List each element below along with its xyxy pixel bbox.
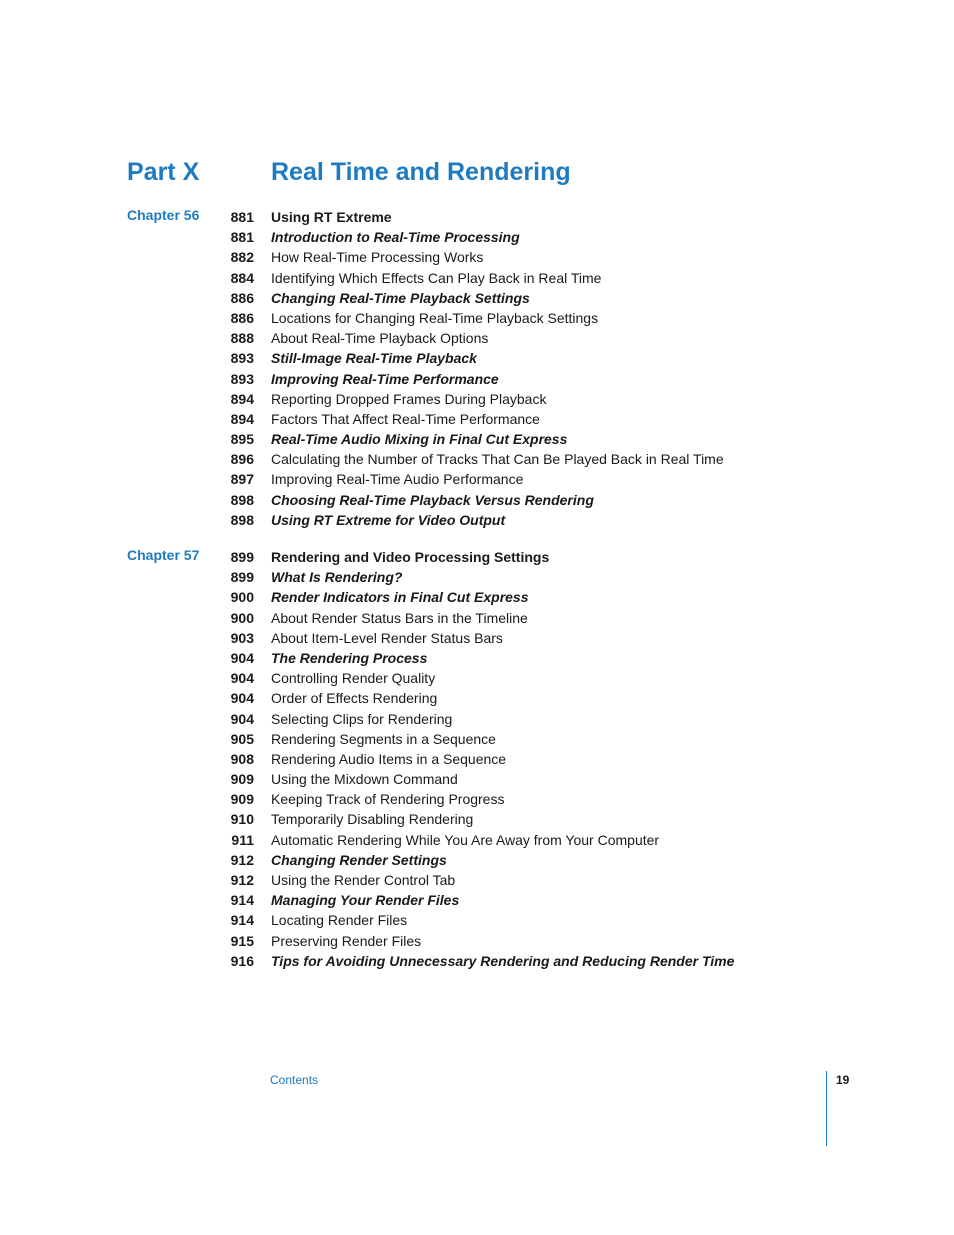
toc-page-number: 904 <box>230 710 254 727</box>
toc-entry[interactable] <box>0 389 954 409</box>
toc-entry-title: Order of Effects Rendering <box>271 690 438 707</box>
toc-page-number: 898 <box>230 491 254 508</box>
toc-page-number: 916 <box>230 952 254 969</box>
toc-entry[interactable] <box>0 510 954 530</box>
toc-page-number: 910 <box>230 811 254 828</box>
toc-list <box>0 207 954 530</box>
toc-entry[interactable] <box>0 449 954 469</box>
toc-entry-title: Using RT Extreme <box>271 209 392 225</box>
toc-list <box>0 547 954 971</box>
toc-entry[interactable] <box>0 227 954 247</box>
toc-page-number: 909 <box>230 791 254 808</box>
toc-page-number: 899 <box>230 549 254 565</box>
toc-entry[interactable] <box>0 547 954 567</box>
toc-entry[interactable] <box>0 809 954 829</box>
toc-entry-title: Render Indicators in Final Cut Express <box>271 589 529 606</box>
toc-entry-title: Real-Time Audio Mixing in Final Cut Express <box>271 431 568 448</box>
toc-entry[interactable] <box>0 850 954 870</box>
toc-entry[interactable] <box>0 207 954 227</box>
toc-page-number: 912 <box>230 851 254 868</box>
toc-entry[interactable] <box>0 268 954 288</box>
toc-page-number: 884 <box>230 269 254 286</box>
toc-entry[interactable] <box>0 308 954 328</box>
toc-entry[interactable] <box>0 328 954 348</box>
toc-page-number: 911 <box>231 831 254 848</box>
toc-entry[interactable] <box>0 951 954 971</box>
toc-entry-title: Locating Render Files <box>271 912 408 929</box>
toc-entry[interactable] <box>0 369 954 389</box>
toc-entry[interactable] <box>0 769 954 789</box>
toc-entry-title: Introduction to Real-Time Processing <box>271 229 520 246</box>
toc-entry[interactable] <box>0 648 954 668</box>
toc-page-number: 897 <box>230 471 254 488</box>
toc-entry-title: Preserving Render Files <box>271 932 422 949</box>
toc-entry[interactable] <box>0 490 954 510</box>
toc-entry-title: Improving Real-Time Audio Performance <box>271 471 524 488</box>
toc-entry[interactable] <box>0 789 954 809</box>
toc-page-number: 881 <box>230 209 254 225</box>
toc-entry-title: Tips for Avoiding Unnecessary Rendering and Reducing Render Time <box>271 952 735 969</box>
toc-entry-title: Improving Real-Time Performance <box>271 370 499 387</box>
footer-section-label[interactable]: Contents <box>270 1073 319 1087</box>
toc-entry[interactable] <box>0 247 954 267</box>
toc-entry[interactable] <box>0 688 954 708</box>
toc-entry[interactable] <box>0 668 954 688</box>
toc-entry[interactable] <box>0 469 954 489</box>
toc-entry-title: Rendering Segments in a Sequence <box>271 730 496 747</box>
toc-entry-title: About Render Status Bars in the Timeline <box>271 609 528 626</box>
toc-entry[interactable] <box>0 587 954 607</box>
toc-entry[interactable] <box>0 348 954 368</box>
toc-page-number: 886 <box>230 289 254 306</box>
toc-page-number: 893 <box>230 370 254 387</box>
toc-entry[interactable] <box>0 890 954 910</box>
toc-page-number: 905 <box>230 730 254 747</box>
toc-entry[interactable] <box>0 288 954 308</box>
toc-page-number: 899 <box>230 569 254 586</box>
toc-page-number: 896 <box>230 451 254 468</box>
part-label: Part X <box>127 158 200 186</box>
toc-entry[interactable] <box>0 567 954 587</box>
toc-entry-title: About Real-Time Playback Options <box>271 330 489 347</box>
toc-page-number: 912 <box>230 872 254 888</box>
chapter-label: Chapter 57 <box>127 547 200 563</box>
toc-entry-title: Factors That Affect Real-Time Performance <box>271 410 540 427</box>
toc-page-number: 900 <box>230 589 254 606</box>
toc-page-number: 888 <box>230 330 254 347</box>
toc-entry-title: About Item-Level Render Status Bars <box>271 629 503 646</box>
toc-page-number: 895 <box>230 431 254 448</box>
toc-entry-title: What Is Rendering? <box>271 569 403 586</box>
part-header <box>127 158 887 198</box>
toc-page-number: 904 <box>230 690 254 707</box>
toc-entry-title: Temporarily Disabling Rendering <box>271 811 474 828</box>
toc-page-number: 898 <box>230 511 254 528</box>
toc-entry-title: Rendering and Video Processing Settings <box>271 549 550 565</box>
toc-entry[interactable] <box>0 409 954 429</box>
toc-entry-title: Identifying Which Effects Can Play Back in Real Time <box>271 269 602 286</box>
toc-entry[interactable] <box>0 931 954 951</box>
chapter-56-section <box>0 207 954 530</box>
toc-entry-title: Reporting Dropped Frames During Playback <box>271 390 547 407</box>
toc-page-number: 908 <box>230 750 254 767</box>
toc-page-number: 914 <box>230 912 254 929</box>
toc-entry[interactable] <box>0 628 954 648</box>
toc-page-number: 881 <box>230 229 254 246</box>
toc-entry-title: Changing Real-Time Playback Settings <box>271 289 530 306</box>
toc-entry[interactable] <box>0 870 954 890</box>
toc-entry-title: Managing Your Render Files <box>271 892 460 909</box>
footer-divider <box>826 1071 827 1146</box>
toc-page-number: 882 <box>230 249 254 266</box>
part-title: Real Time and Rendering <box>271 158 571 186</box>
toc-entry-title: How Real-Time Processing Works <box>271 249 484 266</box>
toc-page-number: 886 <box>230 309 254 326</box>
toc-entry[interactable] <box>0 608 954 628</box>
toc-page-number: 903 <box>230 629 254 646</box>
toc-entry-title: Using the Mixdown Command <box>271 771 458 788</box>
toc-entry-title: Locations for Changing Real-Time Playback Settings <box>271 309 599 326</box>
toc-entry-title: Calculating the Number of Tracks That Can Be Played Back in Real Time <box>271 451 724 468</box>
toc-page-number: 915 <box>230 932 254 949</box>
toc-entry-title: Automatic Rendering While You Are Away from Your Computer <box>271 831 660 848</box>
toc-entry-title: Using the Render Control Tab <box>271 872 456 888</box>
toc-page-number: 909 <box>230 771 254 788</box>
toc-page-number: 894 <box>230 410 254 427</box>
toc-entry-title: Rendering Audio Items in a Sequence <box>271 750 507 767</box>
toc-entry[interactable] <box>0 709 954 729</box>
toc-page-number: 900 <box>230 609 254 626</box>
toc-entry-title: Controlling Render Quality <box>271 670 436 687</box>
toc-entry-title: Using RT Extreme for Video Output <box>271 511 506 528</box>
footer-page-number: 19 <box>836 1073 850 1087</box>
toc-entry-title: The Rendering Process <box>271 649 428 666</box>
toc-page-number: 893 <box>230 350 254 367</box>
toc-page-number: 894 <box>230 390 254 407</box>
toc-entry[interactable] <box>0 429 954 449</box>
toc-entry-title: Selecting Clips for Rendering <box>271 710 453 727</box>
toc-entry[interactable] <box>0 729 954 749</box>
toc-page-number: 914 <box>230 892 254 909</box>
toc-entry[interactable] <box>0 910 954 930</box>
chapter-label: Chapter 56 <box>127 207 200 223</box>
toc-page-number: 904 <box>230 670 254 687</box>
toc-entry-title: Choosing Real-Time Playback Versus Rendering <box>271 491 594 508</box>
toc-entry[interactable] <box>0 830 954 850</box>
toc-entry-title: Changing Render Settings <box>271 851 447 868</box>
toc-entry-title: Keeping Track of Rendering Progress <box>271 791 505 808</box>
toc-page-number: 904 <box>230 649 254 666</box>
chapter-57-section <box>0 547 954 971</box>
toc-entry[interactable] <box>0 749 954 769</box>
toc-entry-title: Still-Image Real-Time Playback <box>271 350 477 367</box>
